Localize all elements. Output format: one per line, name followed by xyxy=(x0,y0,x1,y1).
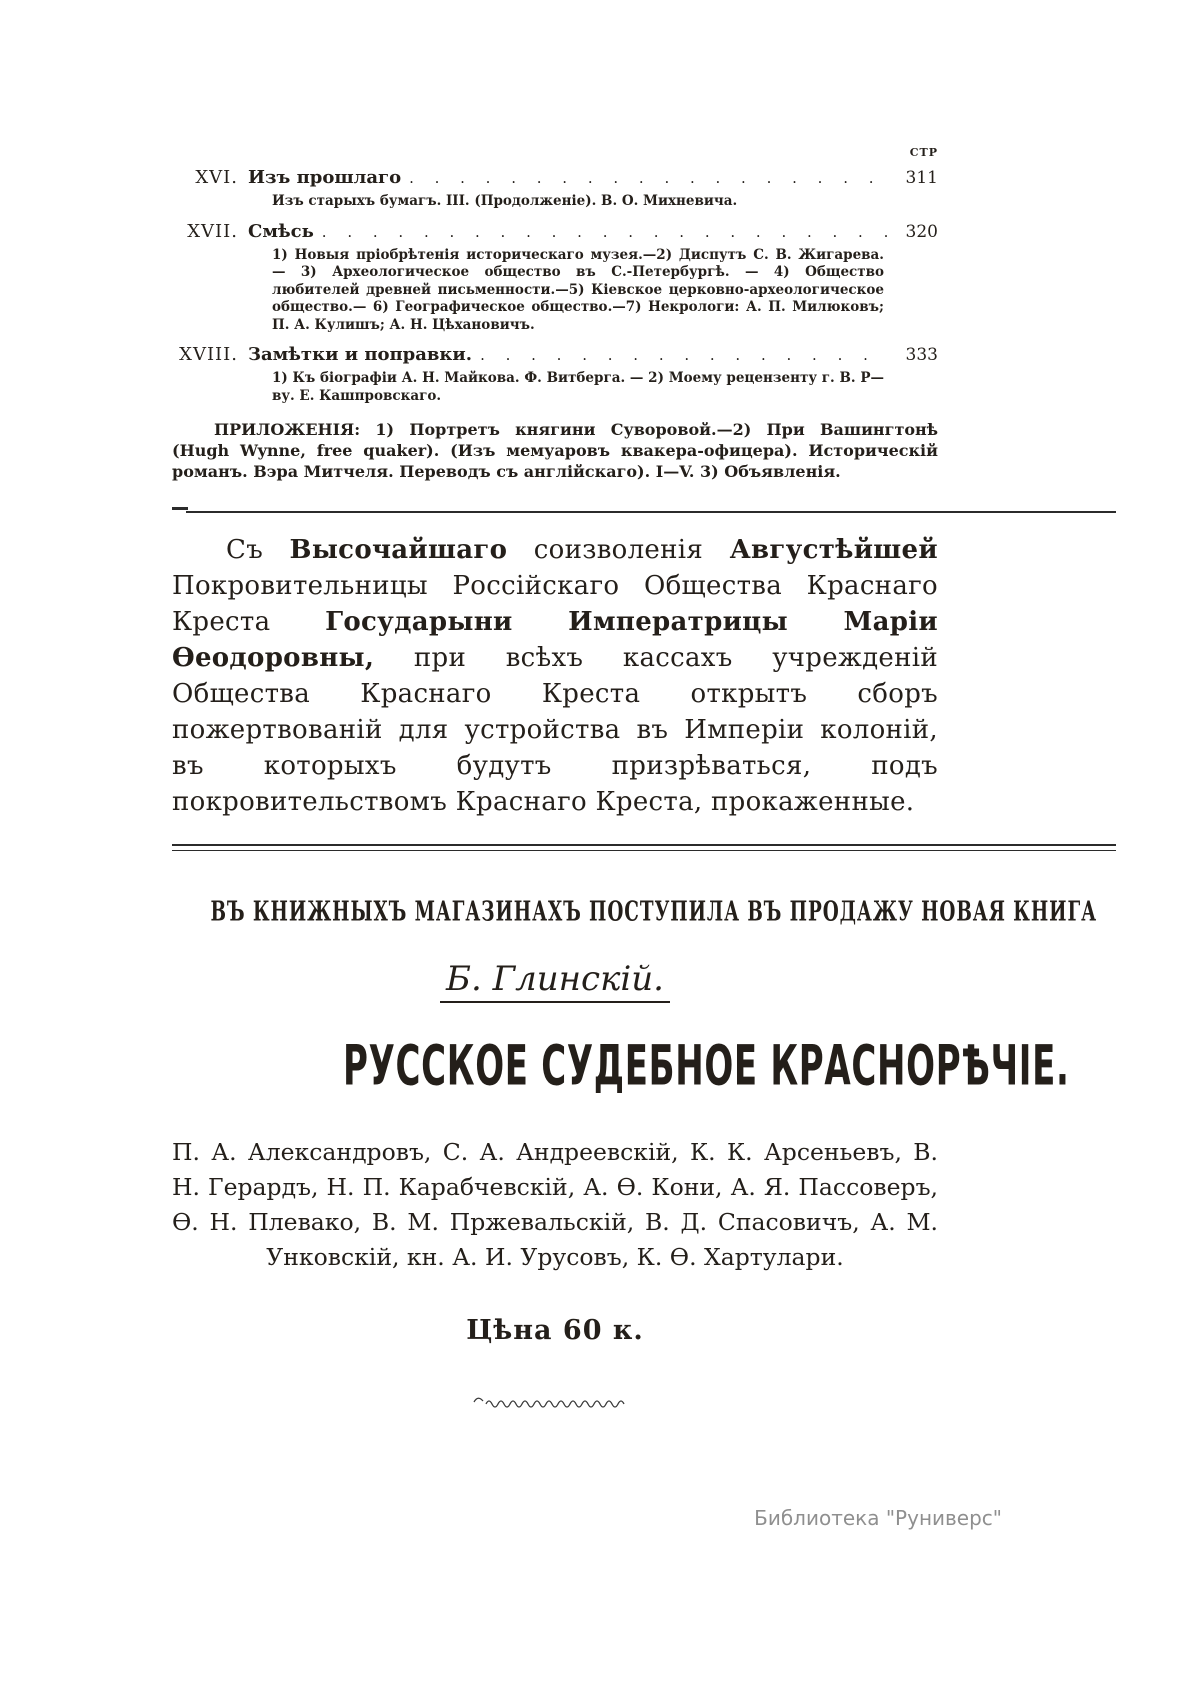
toc-dot-leader xyxy=(480,344,888,366)
toc-page-number: 320 xyxy=(905,221,938,242)
announcement-paragraph xyxy=(172,532,938,820)
announcement-text: Покровительницы Россійскаго Общества Краснаго Креста xyxy=(172,571,938,637)
book-ad-section xyxy=(172,894,1097,1413)
book-title xyxy=(172,1034,1070,1098)
divider-line xyxy=(186,511,1116,513)
book-price: Цѣна 60 к. xyxy=(466,1315,644,1346)
wavy-divider-ornament xyxy=(172,1394,938,1413)
toc-entry-row xyxy=(172,344,938,366)
toc-entry xyxy=(172,344,938,405)
announcement-bold-text: Августѣйшей xyxy=(729,535,938,565)
announcement-bold-text: Высочайшаго xyxy=(289,535,508,565)
table-of-contents xyxy=(172,167,938,405)
toc-dot-leader xyxy=(409,167,888,189)
toc-page-column-header: СТР xyxy=(909,146,938,159)
toc-entry-number: XVII. xyxy=(187,220,238,242)
toc-entry-title: Смѣсь xyxy=(248,220,314,242)
ad-header-line xyxy=(172,894,1097,928)
announcement-text: соизволенія xyxy=(507,535,730,565)
toc-entry-title: Изъ прошлаго xyxy=(248,167,402,188)
appendix-paragraph xyxy=(172,419,938,482)
announcement-text: при всѣхъ кассахъ учрежденій Общества Краснаго Креста открытъ сборъ пожертвованій для устройства въ Имперіи колоній, въ которыхъ будутъ призрѣваться, подъ покровительствомъ Краснаго Креста, прокаженные. xyxy=(172,643,938,817)
toc-page-number: 311 xyxy=(905,168,938,188)
toc-entry-description: 1) Къ біографіи А. Н. Майкова. Ф. Витберга. — 2) Моему рецензенту г. В. Р—ву. Е. Кашпровскаго. xyxy=(272,370,884,404)
toc-page-number: 333 xyxy=(905,345,938,365)
divider-tick xyxy=(172,507,188,510)
toc-entry-description: Изъ старыхъ бумагъ. III. (Продолженіе). В. О. Михневича. xyxy=(272,193,738,209)
book-contributors: П. А. Александровъ, С. А. Андреевскій, К. К. Арсеньевъ, В. Н. Герардъ, Н. П. Карабчевскій, А. Ѳ. Кони, А. Я. Пассоверъ, Ѳ. Н. Плевако, В. М. Пржевальскій, В. Д. Спасовичъ, А. М. Унковскій, кн. А. И. Урусовъ, К. Ѳ. Хартулари. xyxy=(172,1138,938,1271)
toc-entry-title: Замѣтки и поправки. xyxy=(248,344,473,365)
watermark-text: Библиотека "Руниверс" xyxy=(754,1506,1002,1530)
divider-line xyxy=(172,844,1116,846)
toc-entry xyxy=(172,167,938,211)
double-divider xyxy=(172,844,1116,851)
ad-header-text: ВЪ КНИЖНЫХЪ МАГАЗИНАХЪ ПОСТУПИЛА ВЪ ПРОДАЖУ НОВАЯ КНИГА xyxy=(210,894,1097,928)
toc-entry-number: XVI. xyxy=(195,167,238,188)
toc-entry-description: 1) Новыя пріобрѣтенія историческаго музея.—2) Диспутъ С. В. Жигарева. — 3) Археологическое общество въ С.-Петербургѣ. — 4) Общество любителей древней письменности.—5) Кіевское церковно-археологическое общество.— 6) Географическое общество.—7) Некрологи: А. П. Милюковъ; П. А. Кулишъ; А. Н. Цѣхановичъ. xyxy=(272,246,884,333)
book-title-text: РУССКОЕ СУДЕБНОЕ КРАСНОРѢЧІЕ. xyxy=(342,1034,1070,1098)
top-divider xyxy=(172,506,1116,516)
divider-line xyxy=(172,850,1116,851)
toc-entry-row xyxy=(172,221,938,243)
toc-dot-leader xyxy=(322,221,888,243)
appendix-text: 1) Портретъ княгини Суворовой.—2) При Вашингтонѣ (Hugh Wynne, free quaker). (Изъ мемуаровъ квакера-офицера). Историческій романъ. Вэра Митчеля. Переводъ съ англійскаго). I—V. 3) Объявленія. xyxy=(172,420,938,481)
appendix-label: ПРИЛОЖЕНІЯ: xyxy=(214,420,361,439)
book-author xyxy=(172,959,938,999)
announcement-bold-text: Государыни Императрицы Маріи Ѳеодоровны, xyxy=(172,607,938,673)
toc-entry-row xyxy=(172,167,938,189)
toc-entry xyxy=(172,221,938,335)
book-author-name: Б. Глинскій. xyxy=(440,959,670,1003)
announcement-text: Съ xyxy=(226,535,290,565)
toc-entry-number: XVIII. xyxy=(179,344,238,365)
